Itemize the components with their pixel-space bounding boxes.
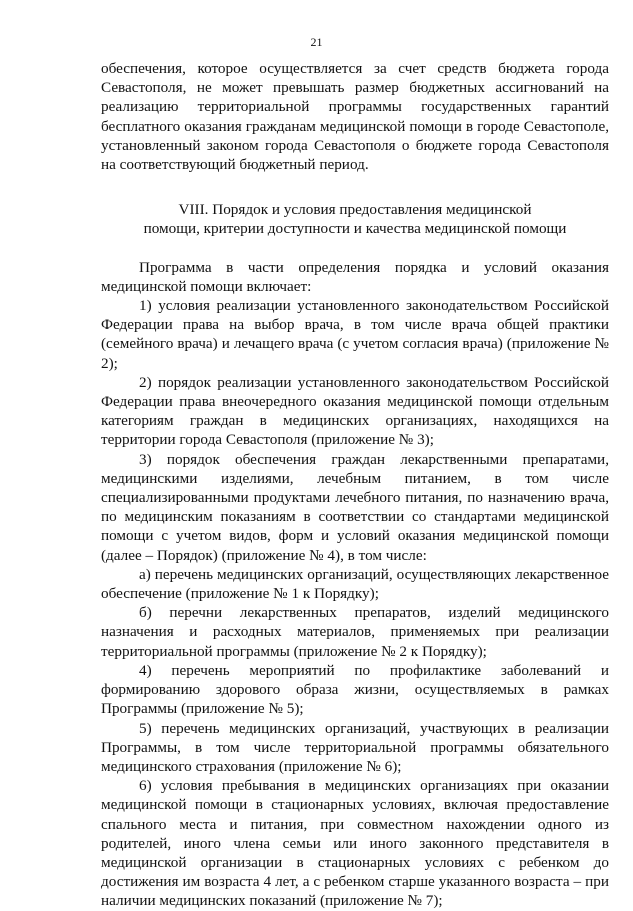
spacer: [101, 239, 609, 258]
spacer: [101, 174, 609, 200]
list-item: а) перечень медицинских организаций, осуществляющих лекарственное обеспечение (приложение № 1 к Порядку);: [101, 565, 609, 603]
list-item: б) перечни лекарственных препаратов, изделий медицинского назначения и расходных материалов, применяемых при реализации территориальной программы (приложение № 2 к Порядку);: [101, 604, 609, 660]
list-item: 6) условия пребывания в медицинских организациях при оказании медицинской помощи в стационарных условиях, включая предоставление спального места и питания, при совместном нахождении одного из родителей, иного члена семьи или иного законного представителя в медицинской организации в стационарных условиях с ребенком до достижения им возраста 4 лет, а с ребенком старше указанного возраста – при наличии медицинских показаний (приложение № 7);: [101, 777, 609, 910]
program-intro-paragraph: Программа в части определения порядка и условий оказания медицинской помощи включает:: [101, 258, 609, 295]
section-title-line-2: помощи, критерии доступности и качества медицинской помощи: [143, 220, 567, 238]
list-item: 5) перечень медицинских организаций, участвующих в реализации Программы, в том числе территориальной программы обязательного медицинского страхования (приложение № 6);: [101, 719, 609, 775]
document-body: [101, 59, 609, 911]
list-item: 1) условия реализации установленного законодательством Российской Федерации права на выбор врача, в том числе врача общей практики (семейного врача) и лечащего врача (с учетом согласия врача) (приложение № 2);: [101, 297, 609, 372]
list-item: 2) порядок реализации установленного законодательством Российской Федерации права внеочередного оказания медицинской помощи отдельным категориям граждан в медицинских организациях, находящихся на территории города Севастополя (приложение № 3);: [101, 373, 609, 449]
page-number: 21: [310, 35, 323, 49]
section-title-line-1: VIII. Порядок и условия предоставления медицинской: [178, 201, 532, 219]
list-item: 4) перечень мероприятий по профилактике заболеваний и формированию здорового образа жизни, осуществляемых в рамках Программы (приложение № 5);: [101, 661, 609, 718]
intro-paragraph: обеспечения, которое осуществляется за счет средств бюджета города Севастополя, не может превышать размер бюджетных ассигнований на реализацию территориальной программы государственных гарантий бесплатного оказания гражданам медицинской помощи в городе Севастополе, установленный законом города Севастополя о бюджете города Севастополя на соответствующий бюджетный период.: [101, 60, 609, 174]
list-item: 3) порядок обеспечения граждан лекарственными препаратами, медицинскими изделиями, лечебным питанием, в том числе специализированными продуктами лечебного питания, по назначению врача, по медицинским показаниям в соответствии со стандартами медицинской помощи с учетом видов, форм и условий оказания медицинской помощи (далее – Порядок) (приложение № 4), в том числе:: [101, 450, 609, 564]
